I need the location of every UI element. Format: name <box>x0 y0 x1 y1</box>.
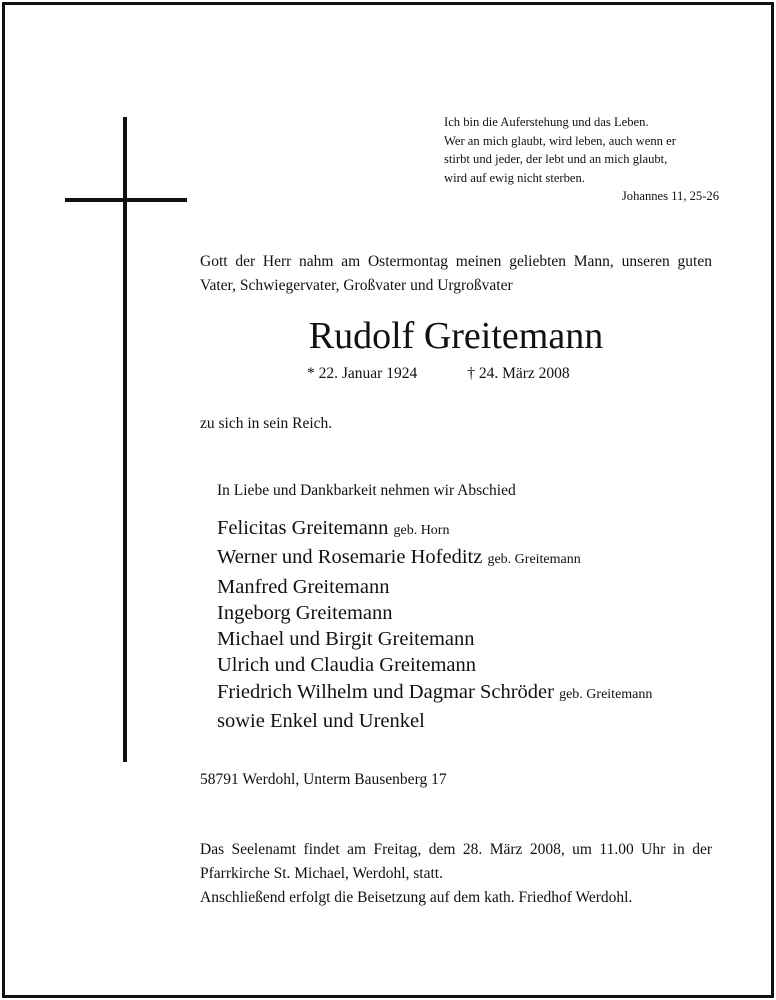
mourner-name: Werner und Rosemarie Hofeditz <box>217 546 483 569</box>
verse-line: Wer an mich glaubt, wird leben, auch wenn er <box>444 133 676 148</box>
verse-reference: Johannes 11, 25-26 <box>621 189 719 204</box>
closing-text: zu sich in sein Reich. <box>200 415 333 432</box>
mourner-row <box>217 652 652 678</box>
maiden-name: geb. Horn <box>393 523 450 538</box>
mourner-row <box>217 515 652 544</box>
cross-horizontal-bar <box>65 198 187 202</box>
mourner-name: Ulrich und Claudia Greitemann <box>217 654 477 677</box>
maiden-name: geb. Greitemann <box>559 686 653 702</box>
mourner-name: Manfred Greitemann <box>217 575 390 598</box>
maiden-name: geb. Greitemann <box>487 552 581 568</box>
farewell-line: In Liebe und Dankbarkeit nehmen wir Abschied <box>217 482 516 499</box>
verse-line: wird auf ewig nicht sterben. <box>444 170 585 185</box>
birth-date: * 22. Januar 1924 <box>307 365 418 382</box>
mourner-name: Michael und Birgit Greitemann <box>217 628 475 651</box>
mourner-row <box>217 544 652 573</box>
mourner-row <box>217 600 652 626</box>
mourner-name: Ingeborg Greitemann <box>217 601 393 624</box>
life-dates <box>307 364 570 384</box>
verse-line: stirbt und jeder, der lebt und an mich glaubt, <box>444 152 668 167</box>
cross-vertical-bar <box>123 117 127 762</box>
verse-line: Ich bin die Auferstehung und das Leben. <box>444 115 649 129</box>
intro-text: Gott der Herr nahm am Ostermontag meinen geliebten Mann, unseren guten Vater, Schwiegervater, Großvater und Urgroßvater <box>200 253 712 294</box>
mourner-name: sowie Enkel und Urenkel <box>217 710 425 733</box>
family-address: 58791 Werdohl, Unterm Bausenberg 17 <box>200 771 447 788</box>
mourner-row <box>217 626 652 652</box>
mourners-list <box>217 515 652 734</box>
deceased-name: Rudolf Greitemann <box>308 315 604 357</box>
mourner-name: Felicitas Greitemann <box>217 517 389 539</box>
death-date: † 24. März 2008 <box>467 365 570 382</box>
mourner-row <box>217 708 652 734</box>
mourner-row <box>217 574 652 600</box>
bible-verse <box>444 113 719 206</box>
mourner-row <box>217 679 652 708</box>
burial-info: Anschließend erfolgt die Beisetzung auf dem kath. Friedhof Werdohl. <box>200 889 633 906</box>
mourner-name: Friedrich Wilhelm und Dagmar Schröder <box>217 680 554 703</box>
requiem-info: Das Seelenamt findet am Freitag, dem 28. März 2008, um 11.00 Uhr in der Pfarrkirche St. Michael, Werdohl, statt. <box>200 841 712 882</box>
